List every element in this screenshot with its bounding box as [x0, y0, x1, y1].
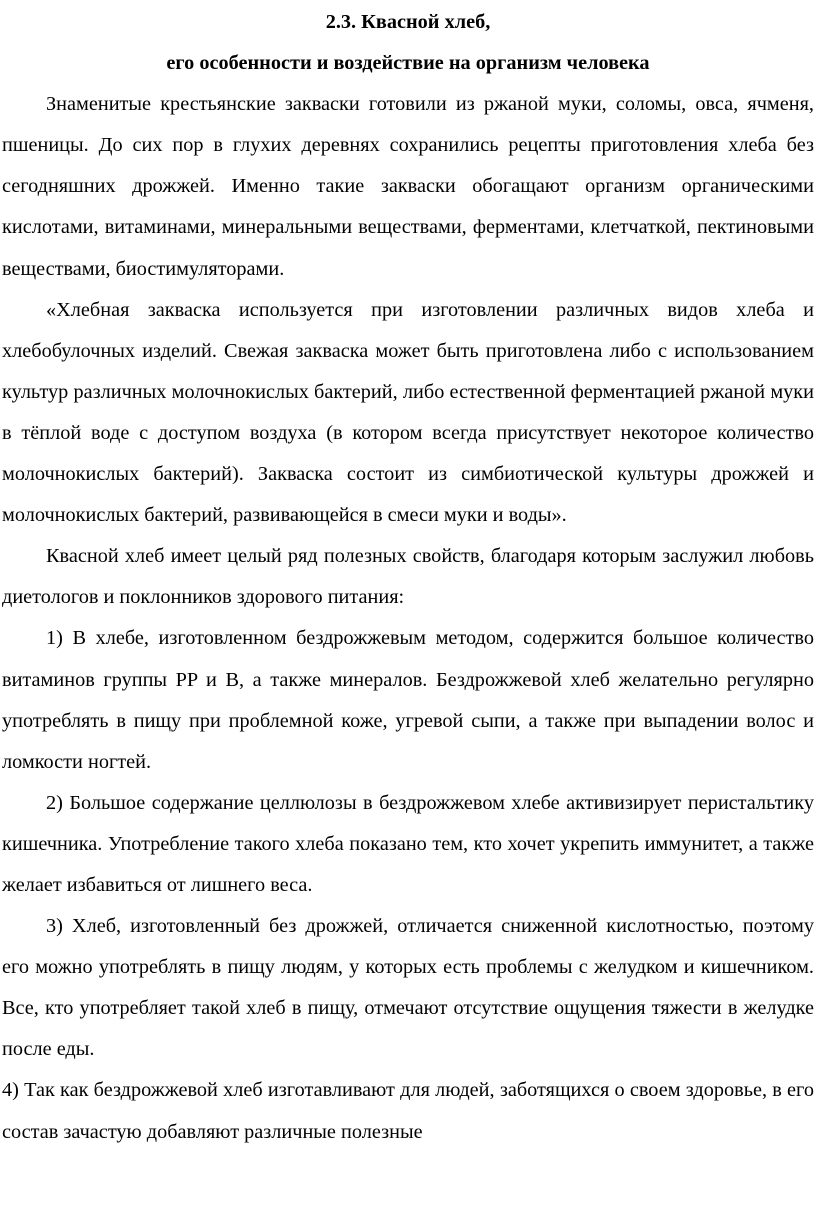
paragraph-intro: Знаменитые крестьянские закваски готовили из ржаной муки, соломы, овса, ячменя, пшеницы. До сих пор в глухих деревнях сохранились рецепты приготовления хлеба без сегодняшних дрожжей. Именно такие закваски обогащают организм органическими кислотами, витаминами, минеральными веществами, ферментами, клетчаткой, пектиновыми веществами, биостимуляторами.: [2, 93, 814, 280]
list-item-4: 4) Так как бездрожжевой хлеб изготавливают для людей, заботящихся о своем здоровье, в его состав зачастую добавляют различные полезные: [2, 1079, 814, 1143]
paragraph-quote: «Хлебная закваска используется при изготовлении различных видов хлеба и хлебобулочных изделий. Свежая закваска может быть приготовлена либо с использованием культур различных молочнокислых бактерий, либо естественной ферментацией ржаной муки в тёплой воде с доступом воздуха (в котором всегда присутствует некоторое количество молочнокислых бактерий). Закваска состоит из симбиотической культуры дрожжей и молочнокислых бактерий, развивающейся в смеси муки и воды».: [2, 298, 814, 527]
list-item-2: 2) Большое содержание целлюлозы в бездрожжевом хлебе активизирует перистальтику кишечника. Употребление такого хлеба показано тем, кто хочет укрепить иммунитет, а также желает избавиться от лишнего веса.: [2, 791, 814, 896]
list-item-1: 1) В хлебе, изготовленном бездрожжевым методом, содержится большое количество витаминов группы PP и B, а также минералов. Бездрожжевой хлеб желательно регулярно употреблять в пищу при проблемной коже, угревой сыпи, а также при выпадении волос и ломкости ногтей.: [2, 627, 814, 773]
section-title: 2.3. Квасной хлеб,: [325, 11, 491, 33]
section-subtitle: его особенности и воздействие на организм человека: [166, 52, 650, 75]
paragraph-properties-lead: Квасной хлеб имеет целый ряд полезных свойств, благодаря которым заслужил любовь диетологов и поклонников здорового питания:: [2, 545, 814, 609]
list-item-3: 3) Хлеб, изготовленный без дрожжей, отличается сниженной кислотностью, поэтому его можно употреблять в пищу людям, у которых есть проблемы с желудком и кишечником. Все, кто употребляет такой хлеб в пищу, отмечают отсутствие ощущения тяжести в желудке после еды.: [2, 915, 814, 1061]
